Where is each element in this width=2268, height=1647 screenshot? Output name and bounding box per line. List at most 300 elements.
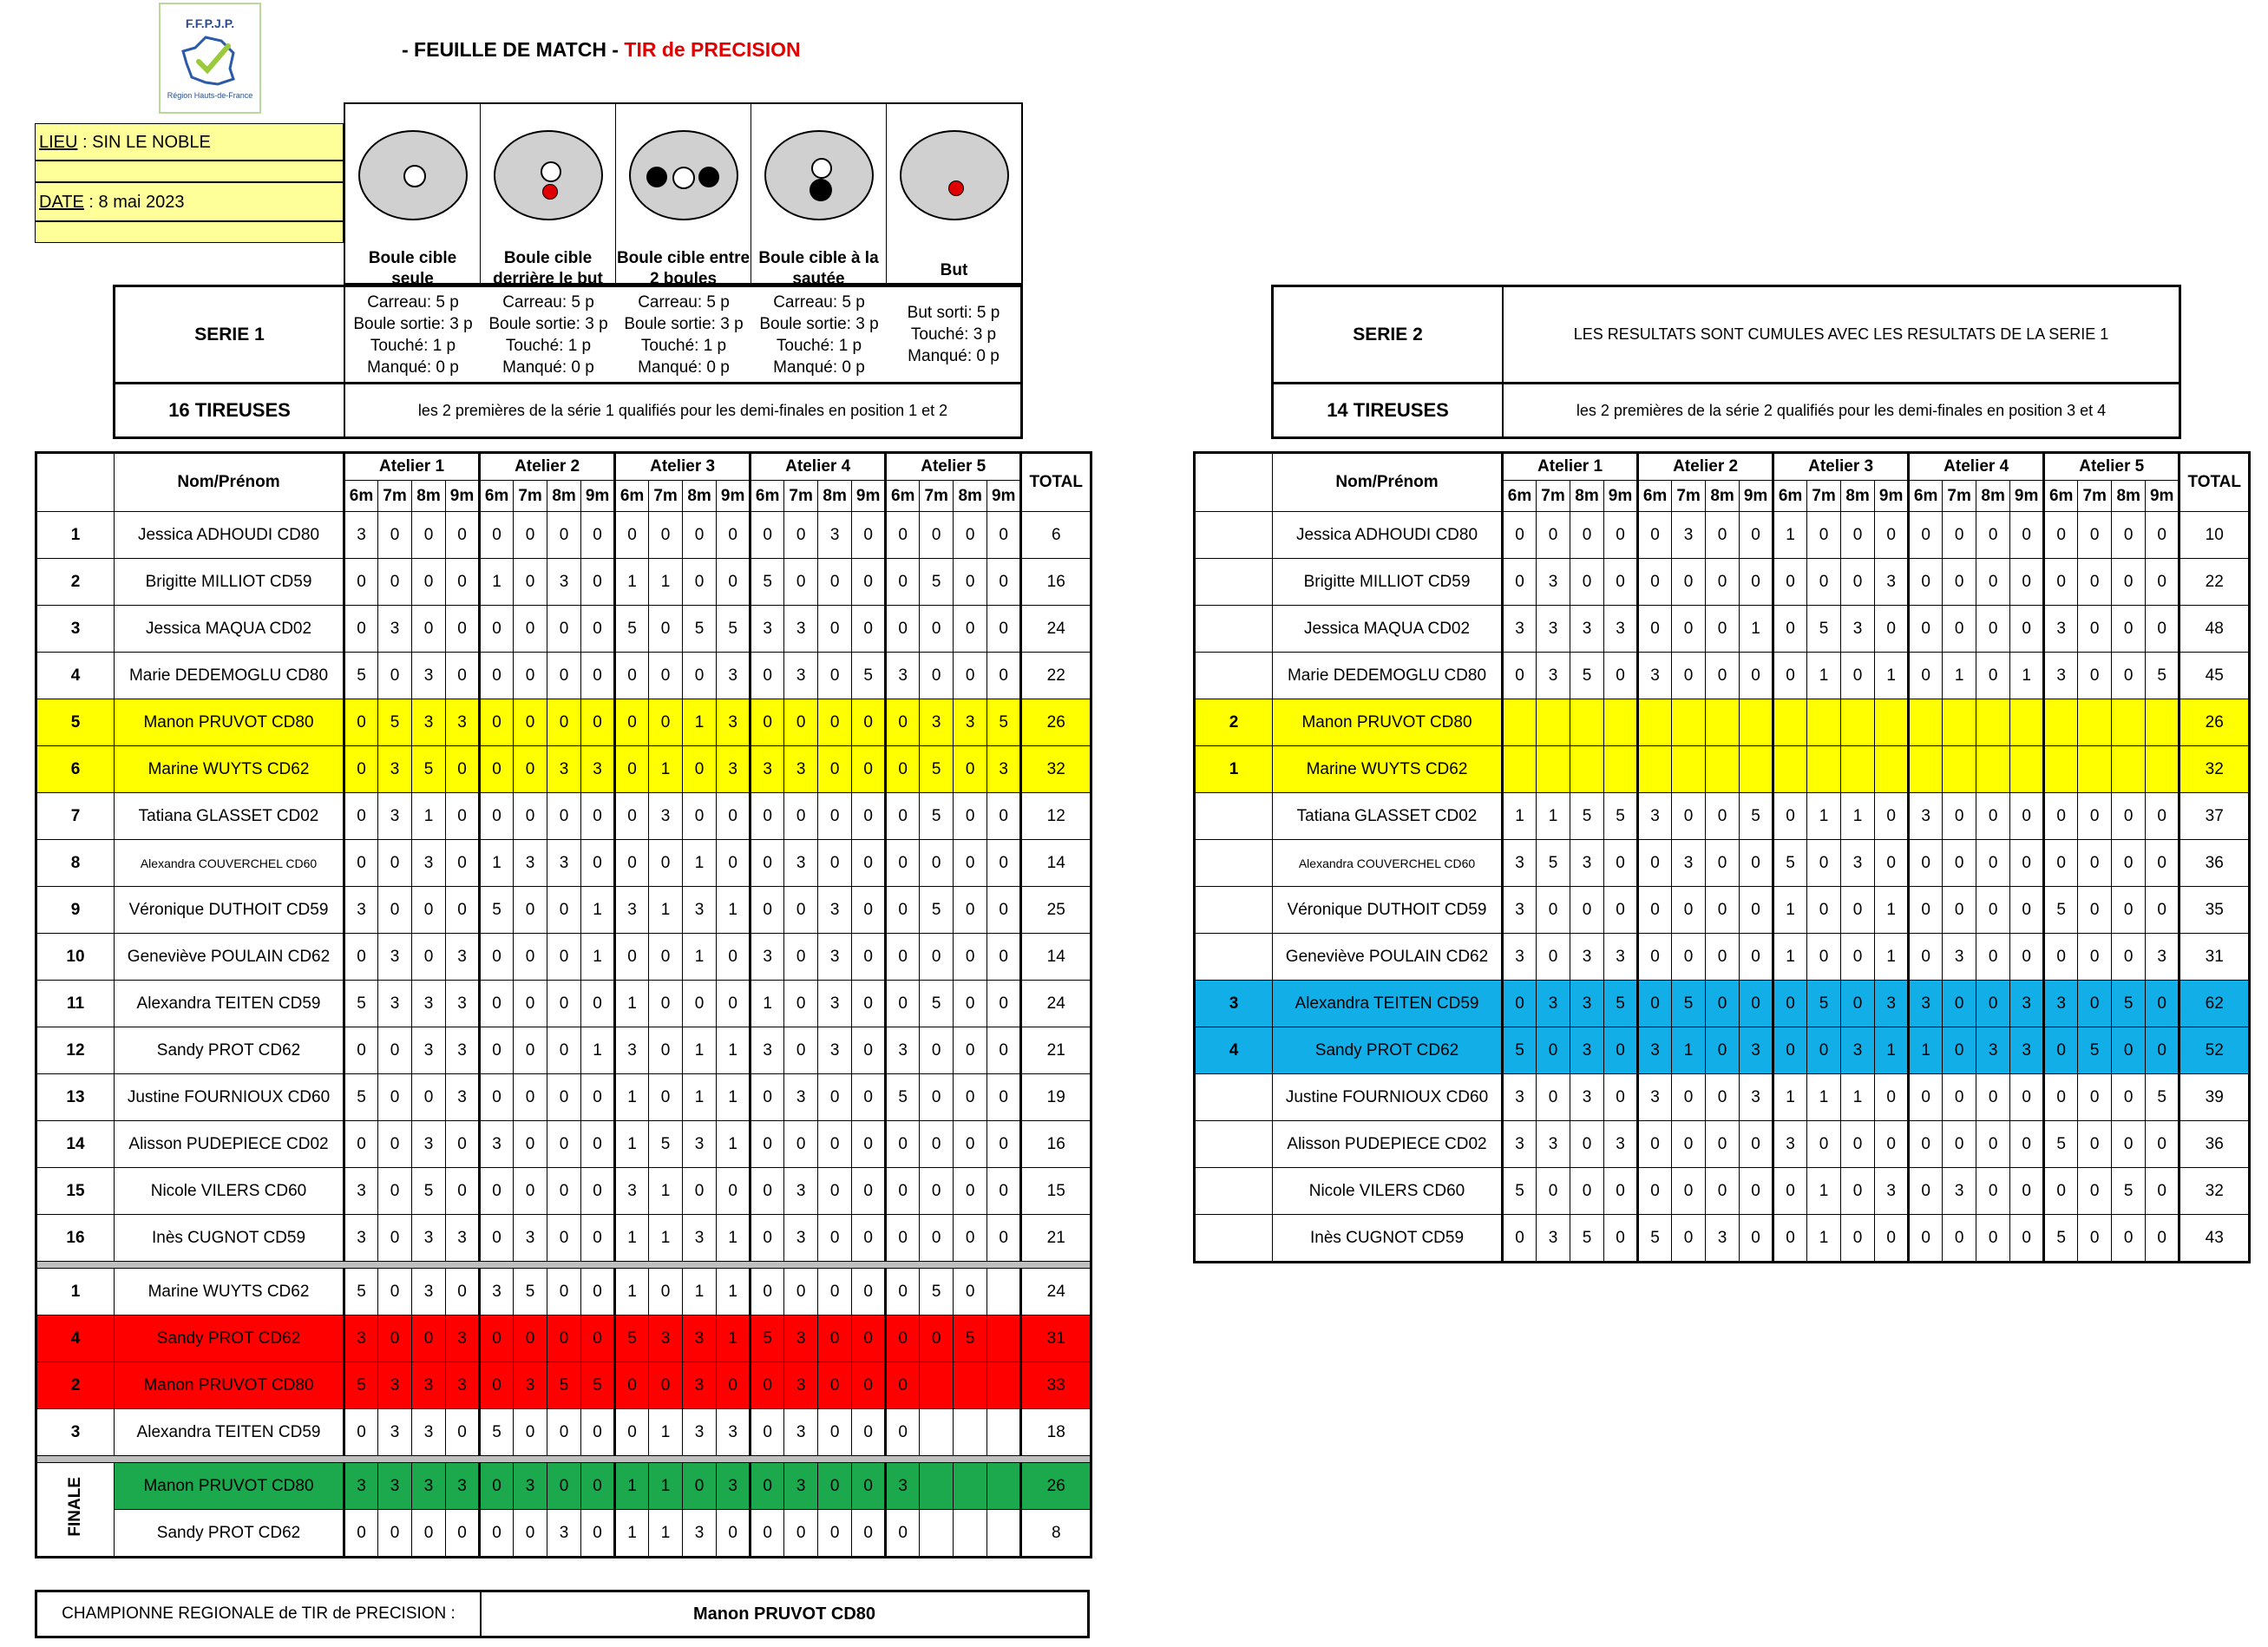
score-cell: 0: [2078, 840, 2112, 887]
score-cell: 0: [514, 1074, 547, 1121]
score-cell: 0: [954, 887, 987, 934]
score-cell: 0: [886, 1409, 920, 1456]
points-atelier-1: [345, 287, 481, 384]
player-name: Jessica ADHOUDI CD80: [115, 512, 344, 559]
player-name: Manon PRUVOT CD80: [115, 699, 344, 746]
score-cell: 3: [649, 1316, 683, 1362]
score-cell: 0: [344, 1027, 378, 1074]
score-cell: 0: [1943, 512, 1976, 559]
atelier-header: Atelier 1: [344, 453, 480, 481]
diagram-label: Boule cible entre 2 boules: [616, 249, 751, 288]
score-cell: 3: [1604, 1121, 1638, 1168]
score-cell: 0: [581, 840, 615, 887]
score-cell: 5: [514, 1269, 547, 1316]
score-cell: 0: [649, 699, 683, 746]
score-cell: 0: [751, 793, 784, 840]
score-cell: 0: [547, 887, 581, 934]
score-cell: 1: [412, 793, 446, 840]
rank-cell: [1195, 512, 1273, 559]
distance-header: 6m: [886, 481, 920, 512]
score-cell: 0: [886, 1215, 920, 1262]
score-cell: 1: [1909, 1027, 1943, 1074]
score-cell: 0: [987, 512, 1021, 559]
player-name: Marie DEDEMOGLU CD80: [115, 653, 344, 699]
score-cell: 0: [784, 934, 818, 981]
score-cell: 0: [547, 981, 581, 1027]
score-cell: [1672, 699, 1706, 746]
score-cell: 0: [1943, 840, 1976, 887]
score-cell: 0: [2146, 512, 2180, 559]
score-cell: 0: [1638, 559, 1672, 606]
score-cell: 0: [852, 1027, 886, 1074]
score-cell: 0: [954, 512, 987, 559]
score-cell: 0: [751, 1409, 784, 1456]
score-cell: 0: [480, 746, 514, 793]
points-line: Boule sortie: 3 p: [759, 314, 879, 333]
total-cell: 19: [1021, 1074, 1091, 1121]
score-cell: 0: [344, 606, 378, 653]
serie1-count: 16 TIREUSES: [115, 384, 345, 436]
score-cell: 3: [1537, 1215, 1570, 1263]
score-cell: 1: [649, 746, 683, 793]
points-line: Carreau: 5 p: [367, 292, 459, 312]
serie2-header: [1271, 285, 2181, 439]
score-cell: [954, 1362, 987, 1409]
score-cell: 0: [378, 840, 412, 887]
score-cell: 3: [344, 1168, 378, 1215]
score-cell: 0: [1706, 1168, 1740, 1215]
score-cell: [1638, 746, 1672, 793]
score-cell: 5: [2146, 653, 2180, 699]
separator: [36, 1262, 1091, 1269]
score-cell: 0: [547, 1168, 581, 1215]
score-cell: [2146, 699, 2180, 746]
score-cell: 1: [683, 1269, 717, 1316]
points-line: Touché: 1 p: [640, 336, 727, 355]
score-cell: 0: [1773, 559, 1807, 606]
score-cell: 5: [2112, 981, 2146, 1027]
terrain-circle: [358, 130, 468, 220]
score-cell: [920, 1362, 954, 1409]
score-cell: 3: [1503, 887, 1537, 934]
champion-label: CHAMPIONNE REGIONALE de TIR de PRECISION :: [37, 1592, 482, 1636]
score-cell: [987, 1463, 1021, 1510]
score-cell: 1: [683, 1027, 717, 1074]
player-name: Marine WUYTS CD62: [115, 746, 344, 793]
score-cell: 3: [1537, 981, 1570, 1027]
terrain-circle: [629, 130, 738, 220]
table-row: [36, 840, 1091, 887]
score-cell: 0: [1604, 1168, 1638, 1215]
distance-header: 9m: [2146, 481, 2180, 512]
score-cell: [2078, 746, 2112, 793]
score-cell: 0: [987, 793, 1021, 840]
score-cell: 3: [784, 746, 818, 793]
score-cell: 0: [920, 1168, 954, 1215]
score-cell: 0: [2146, 1168, 2180, 1215]
score-cell: 0: [1976, 653, 2010, 699]
rank-cell: [1195, 1168, 1273, 1215]
logo-acronym: F.F.P.J.P.: [185, 16, 235, 30]
score-cell: 0: [2010, 559, 2044, 606]
score-cell: 0: [2146, 1121, 2180, 1168]
score-cell: 0: [649, 934, 683, 981]
score-cell: 0: [480, 981, 514, 1027]
points-line: Carreau: 5 p: [638, 292, 730, 312]
score-cell: [987, 1316, 1021, 1362]
score-cell: 0: [2010, 1168, 2044, 1215]
score-cell: 0: [344, 840, 378, 887]
score-cell: 3: [1638, 1027, 1672, 1074]
score-cell: 3: [514, 1362, 547, 1409]
score-cell: 0: [920, 1027, 954, 1074]
table-row: [1195, 1074, 2250, 1121]
score-cell: 3: [412, 1362, 446, 1409]
score-cell: 0: [886, 1316, 920, 1362]
score-cell: 1: [1807, 653, 1841, 699]
score-cell: 5: [1604, 793, 1638, 840]
score-cell: 0: [886, 559, 920, 606]
score-cell: 1: [751, 981, 784, 1027]
score-cell: 0: [2112, 793, 2146, 840]
score-cell: 0: [1672, 1121, 1706, 1168]
distance-header: 9m: [1875, 481, 1909, 512]
score-cell: 3: [1841, 606, 1875, 653]
score-cell: 3: [784, 1215, 818, 1262]
score-cell: 1: [649, 1215, 683, 1262]
rank-cell: [1195, 887, 1273, 934]
score-cell: 0: [852, 606, 886, 653]
score-cell: [954, 1409, 987, 1456]
player-name: Jessica MAQUA CD02: [1273, 606, 1503, 653]
points-atelier-2: [481, 287, 616, 384]
score-cell: 3: [412, 1215, 446, 1262]
player-name: Alexandra TEITEN CD59: [1273, 981, 1503, 1027]
score-cell: 0: [717, 1362, 751, 1409]
score-cell: 0: [784, 512, 818, 559]
score-cell: 0: [2078, 606, 2112, 653]
rank-cell: [1195, 934, 1273, 981]
score-cell: 1: [717, 1074, 751, 1121]
finale-label-cell: [36, 1463, 115, 1558]
score-cell: 3: [412, 1027, 446, 1074]
score-cell: 3: [818, 934, 852, 981]
score-cell: 5: [344, 1074, 378, 1121]
score-cell: 0: [2112, 1121, 2146, 1168]
score-cell: 0: [1706, 606, 1740, 653]
score-cell: 0: [446, 1510, 480, 1558]
player-name: Alexandra COUVERCHEL CD60: [115, 840, 344, 887]
score-cell: 3: [717, 653, 751, 699]
score-cell: 0: [1773, 981, 1807, 1027]
score-cell: 3: [1773, 1121, 1807, 1168]
score-cell: [1604, 699, 1638, 746]
score-cell: 0: [2078, 793, 2112, 840]
score-cell: 0: [1706, 840, 1740, 887]
score-cell: 0: [920, 934, 954, 981]
distance-header: 9m: [2010, 481, 2044, 512]
score-cell: [1537, 699, 1570, 746]
score-cell: 0: [1943, 1027, 1976, 1074]
score-cell: 1: [1875, 1027, 1909, 1074]
score-cell: 1: [1807, 1168, 1841, 1215]
score-cell: 0: [1773, 1027, 1807, 1074]
score-cell: 3: [1503, 1074, 1537, 1121]
score-cell: 3: [1638, 793, 1672, 840]
score-cell: 0: [1909, 559, 1943, 606]
score-cell: 5: [1672, 981, 1706, 1027]
score-cell: [920, 1463, 954, 1510]
score-cell: 0: [1672, 606, 1706, 653]
score-cell: 0: [514, 1168, 547, 1215]
score-cell: 3: [717, 746, 751, 793]
score-cell: 0: [852, 1074, 886, 1121]
rank-cell: 8: [36, 840, 115, 887]
distance-header: 6m: [751, 481, 784, 512]
score-cell: [987, 1510, 1021, 1558]
score-cell: 0: [852, 1463, 886, 1510]
score-cell: 0: [1807, 1027, 1841, 1074]
score-cell: 3: [378, 1463, 412, 1510]
score-cell: 1: [615, 1074, 649, 1121]
score-cell: 0: [480, 1510, 514, 1558]
score-cell: 0: [649, 1362, 683, 1409]
score-cell: 0: [1706, 934, 1740, 981]
table-row: [1195, 840, 2250, 887]
score-cell: 1: [717, 887, 751, 934]
score-cell: 0: [547, 653, 581, 699]
score-cell: 0: [818, 1362, 852, 1409]
score-cell: 0: [1976, 934, 2010, 981]
score-cell: 0: [547, 1409, 581, 1456]
score-cell: 0: [2010, 606, 2044, 653]
score-cell: 0: [2078, 512, 2112, 559]
score-cell: 0: [480, 1027, 514, 1074]
score-cell: 3: [1672, 512, 1706, 559]
score-cell: 0: [683, 559, 717, 606]
score-cell: 0: [514, 887, 547, 934]
score-cell: 3: [886, 653, 920, 699]
score-cell: 5: [852, 653, 886, 699]
score-cell: 0: [1706, 512, 1740, 559]
score-cell: 0: [1943, 559, 1976, 606]
player-name: Marine WUYTS CD62: [115, 1269, 344, 1316]
score-cell: 0: [1943, 981, 1976, 1027]
score-cell: 0: [1604, 887, 1638, 934]
score-cell: 0: [1537, 1168, 1570, 1215]
rank-cell: 3: [36, 606, 115, 653]
score-cell: 0: [852, 1215, 886, 1262]
rank-header: [36, 453, 115, 512]
table-row: [36, 1463, 1091, 1510]
score-cell: 3: [1909, 793, 1943, 840]
atelier-header: Atelier 2: [1638, 453, 1773, 481]
score-cell: 0: [2112, 559, 2146, 606]
score-cell: 3: [1570, 840, 1604, 887]
distance-header: 7m: [1943, 481, 1976, 512]
serie1-header: [113, 285, 1023, 439]
score-cell: 0: [2112, 512, 2146, 559]
score-cell: 0: [1503, 1215, 1537, 1263]
score-cell: 3: [784, 1362, 818, 1409]
total-cell: 16: [1021, 559, 1091, 606]
serie2-table: [1193, 451, 2251, 1263]
score-cell: 1: [1740, 606, 1773, 653]
score-cell: 3: [1537, 1121, 1570, 1168]
player-name: Manon PRUVOT CD80: [1273, 699, 1503, 746]
distance-header: 8m: [412, 481, 446, 512]
score-cell: 0: [2078, 887, 2112, 934]
score-cell: 0: [1706, 1074, 1740, 1121]
rank-cell: [1195, 1215, 1273, 1263]
score-cell: [2078, 699, 2112, 746]
score-cell: 3: [344, 1316, 378, 1362]
score-cell: 0: [751, 1215, 784, 1262]
score-cell: 0: [954, 606, 987, 653]
score-cell: 0: [615, 840, 649, 887]
score-cell: 0: [954, 793, 987, 840]
score-cell: 0: [818, 1121, 852, 1168]
score-cell: 0: [1943, 1121, 1976, 1168]
score-cell: 3: [683, 1362, 717, 1409]
distance-header: 7m: [920, 481, 954, 512]
distance-header: 8m: [2112, 481, 2146, 512]
score-cell: 0: [649, 981, 683, 1027]
points-atelier-3: [616, 287, 751, 384]
score-cell: 0: [818, 1074, 852, 1121]
score-cell: 0: [717, 793, 751, 840]
score-cell: [920, 1409, 954, 1456]
distance-header: 6m: [615, 481, 649, 512]
score-cell: 0: [784, 559, 818, 606]
total-cell: 24: [1021, 606, 1091, 653]
player-name: Tatiana GLASSET CD02: [1273, 793, 1503, 840]
table-row: [36, 653, 1091, 699]
score-cell: 1: [615, 981, 649, 1027]
score-cell: 0: [683, 793, 717, 840]
score-cell: 3: [1706, 1215, 1740, 1263]
score-cell: 3: [581, 746, 615, 793]
score-cell: 0: [344, 793, 378, 840]
score-cell: 0: [1706, 1121, 1740, 1168]
score-cell: 0: [446, 840, 480, 887]
score-cell: 0: [717, 559, 751, 606]
score-cell: 0: [547, 1121, 581, 1168]
total-cell: 39: [2180, 1074, 2250, 1121]
score-cell: 5: [547, 1362, 581, 1409]
score-cell: [1976, 699, 2010, 746]
score-cell: 5: [1537, 840, 1570, 887]
score-cell: 3: [446, 1463, 480, 1510]
score-cell: 0: [954, 1121, 987, 1168]
diagram-label: Boule cible derrière le but: [493, 249, 603, 288]
score-cell: 0: [852, 934, 886, 981]
score-cell: 0: [1943, 1074, 1976, 1121]
table-row: [1195, 653, 2250, 699]
score-cell: 0: [1503, 559, 1537, 606]
points-line: Manqué: 0 p: [502, 358, 594, 377]
score-cell: 0: [818, 746, 852, 793]
score-cell: 5: [2044, 1121, 2078, 1168]
score-cell: 5: [920, 887, 954, 934]
score-cell: 0: [547, 1215, 581, 1262]
player-name: Sandy PROT CD62: [115, 1027, 344, 1074]
score-cell: 0: [378, 887, 412, 934]
score-cell: 0: [954, 653, 987, 699]
score-cell: 3: [2044, 606, 2078, 653]
score-cell: 1: [615, 1463, 649, 1510]
points-line: Boule sortie: 3 p: [488, 314, 608, 333]
score-cell: 0: [818, 559, 852, 606]
score-cell: 3: [987, 746, 1021, 793]
score-cell: 0: [751, 1463, 784, 1510]
score-cell: 0: [2146, 887, 2180, 934]
diagram-label: Boule cible à la sautée: [758, 249, 879, 288]
distance-header: 8m: [954, 481, 987, 512]
separator-row: [36, 1456, 1091, 1463]
rank-cell: [1195, 1074, 1273, 1121]
score-cell: 5: [480, 1409, 514, 1456]
score-cell: 0: [2010, 1074, 2044, 1121]
score-cell: 0: [581, 1168, 615, 1215]
player-name: Inès CUGNOT CD59: [115, 1215, 344, 1262]
distance-header: 6m: [1909, 481, 1943, 512]
table-row: [36, 1215, 1091, 1262]
score-cell: 3: [818, 887, 852, 934]
score-cell: 0: [1604, 512, 1638, 559]
rank-cell: 2: [36, 1362, 115, 1409]
score-cell: 3: [615, 887, 649, 934]
score-cell: 1: [480, 559, 514, 606]
score-cell: 0: [581, 699, 615, 746]
score-cell: 3: [751, 934, 784, 981]
total-cell: 26: [1021, 1463, 1091, 1510]
score-cell: 0: [1909, 1121, 1943, 1168]
score-cell: 0: [886, 1121, 920, 1168]
title-prefix: - FEUILLE DE MATCH -: [402, 38, 625, 61]
score-cell: 0: [751, 1269, 784, 1316]
score-cell: 5: [1638, 1215, 1672, 1263]
total-header: TOTAL: [1021, 453, 1091, 512]
score-cell: 0: [1807, 512, 1841, 559]
score-cell: 5: [751, 559, 784, 606]
rank-cell: 4: [36, 653, 115, 699]
score-cell: 0: [717, 840, 751, 887]
score-cell: [1638, 699, 1672, 746]
player-name: Marine WUYTS CD62: [1273, 746, 1503, 793]
score-cell: 0: [1706, 793, 1740, 840]
score-cell: 0: [581, 512, 615, 559]
score-cell: 0: [1570, 1168, 1604, 1215]
score-cell: 3: [1570, 981, 1604, 1027]
score-cell: 0: [2078, 1215, 2112, 1263]
score-cell: 0: [446, 793, 480, 840]
score-cell: 3: [615, 1027, 649, 1074]
score-cell: 0: [1537, 887, 1570, 934]
score-cell: 1: [649, 1463, 683, 1510]
table-row: [1195, 559, 2250, 606]
score-cell: 0: [683, 1168, 717, 1215]
score-cell: 0: [1773, 1215, 1807, 1263]
score-cell: 0: [1740, 1215, 1773, 1263]
table-row: [36, 559, 1091, 606]
score-cell: 0: [683, 746, 717, 793]
points-line: Carreau: 5 p: [502, 292, 594, 312]
score-cell: 0: [852, 981, 886, 1027]
score-cell: 1: [581, 934, 615, 981]
score-cell: 3: [784, 1074, 818, 1121]
score-cell: 0: [852, 746, 886, 793]
